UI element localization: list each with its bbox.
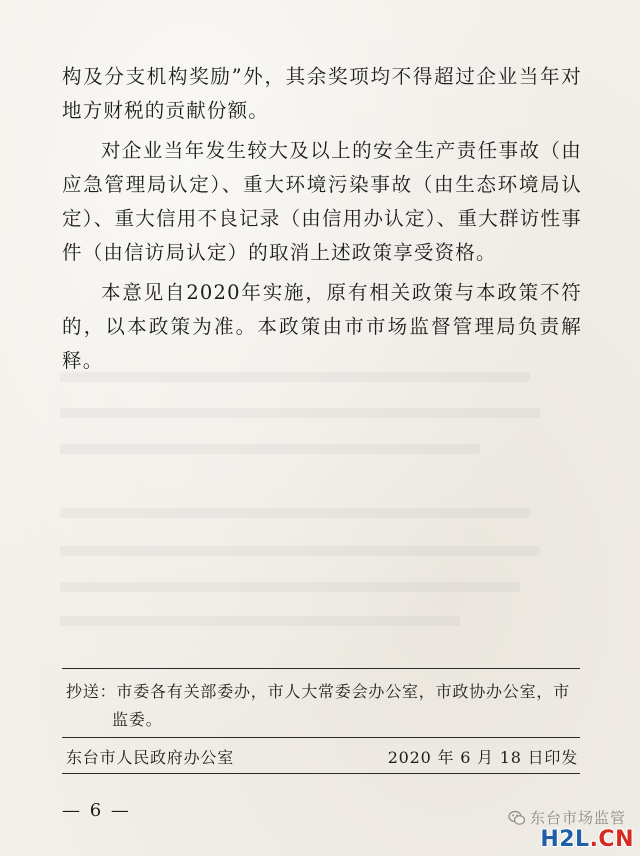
body-paragraph: 构及分支机构奖励”外，其余奖项均不得超过企业当年对地方财税的贡献份额。 [62, 65, 582, 122]
issuer-row [66, 745, 578, 768]
logo-suffix: .CN [589, 827, 634, 852]
bleed-through-mark [60, 444, 480, 454]
issuing-office: 东台市人民政府办公室 [66, 748, 235, 767]
body-paragraph: 对企业当年发生较大及以上的安全生产责任事故（由应急管理局认定）、重大环境污染事故（由生态环境局认定）、重大信用不良记录（由信用办认定）、重大群访性事件（由信访局认定）的取消上述政策享受资格。 [62, 139, 582, 264]
watermark-account-name: 东台市场监管 [529, 809, 626, 827]
logo-prefix: H2L [540, 827, 590, 852]
site-logo [540, 827, 634, 852]
cc-line [66, 678, 576, 706]
issue-date: 2020 年 6 月 18 日印发 [387, 748, 578, 767]
bleed-through-mark [60, 546, 540, 556]
page-number: — 6 — [62, 800, 131, 821]
bleed-through-mark [60, 408, 540, 418]
document-body [62, 60, 582, 384]
wechat-icon [508, 809, 526, 827]
cc-bottom-rule [62, 737, 580, 738]
bleed-through-mark [60, 508, 530, 518]
body-paragraph: 本意见自2020年实施，原有相关政策与本政策不符的，以本政策为准。本政策由市市场监督管理局负责解释。 [62, 281, 582, 372]
bleed-through-mark [60, 616, 460, 626]
cc-recipients: 市委各有关部委办，市人大常委会办公室，市政协办公室，市 [116, 682, 571, 701]
cc-label: 抄送： [66, 682, 117, 701]
issuer-bottom-rule [62, 773, 580, 774]
cc-top-rule [62, 668, 580, 669]
wechat-watermark [508, 807, 626, 828]
bleed-through-mark [60, 582, 520, 592]
cc-recipients-continued: 监委。 [112, 710, 163, 729]
cc-block [66, 678, 576, 734]
